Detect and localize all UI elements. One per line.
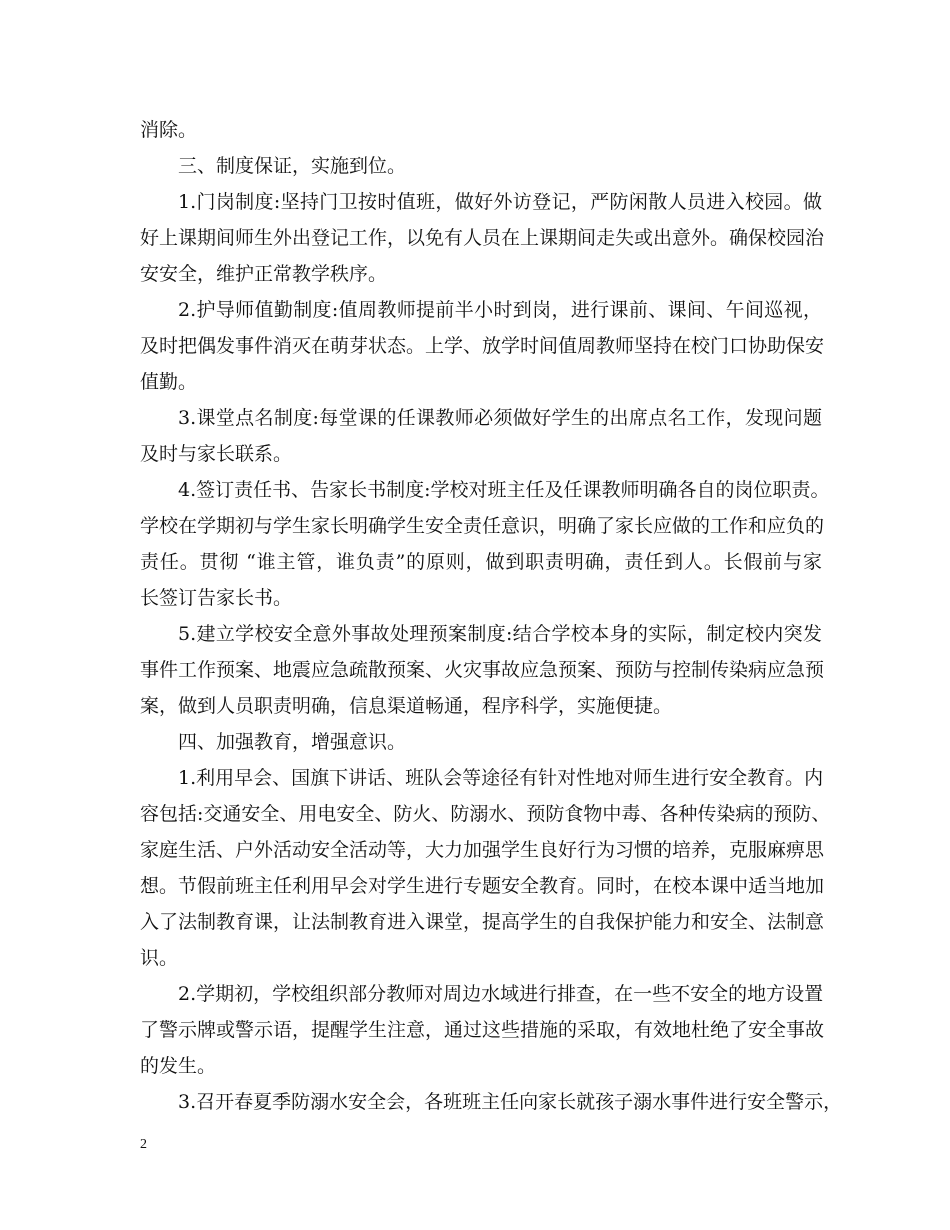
- text-line: 1.门岗制度:坚持门卫按时值班，做好外访登记，严防闲散人员进入校园。做: [178, 191, 822, 213]
- text-line: 3.召开春夏季防溺水安全会，各班班主任向家长就孩子溺水事件进行安全警示，: [178, 1091, 843, 1113]
- section-heading: 三、制度保证，实施到位。: [178, 155, 407, 177]
- text-line: 2.护导师值勤制度:值周教师提前半小时到岗，进行课前、课间、午间巡视，: [178, 299, 822, 321]
- document-body: [140, 112, 843, 1120]
- text-line: 2.学期初，学校组织部分教师对周边水域进行排查，在一些不安全的地方设置: [178, 983, 824, 1005]
- text-line: 事件工作预案、地震应急疏散预案、火灾事故应急预案、预防与控制传染病应急预: [140, 659, 825, 681]
- text-line: 消除。: [140, 119, 198, 141]
- text-line: 好上课期间师生外出登记工作，以免有人员在上课期间走失或出意外。确保校园治: [140, 227, 825, 249]
- text-line: 入了法制教育课，让法制教育进入课堂，提高学生的自我保护能力和安全、法制意: [140, 911, 825, 933]
- text-line: 家庭生活、户外活动安全活动等，大力加强学生良好行为习惯的培养，克服麻痹思: [140, 839, 825, 861]
- text-line: 学校在学期初与学生家长明确学生安全责任意识，明确了家长应做的工作和应负的: [140, 515, 825, 537]
- text-line: 1.利用早会、国旗下讲话、班队会等途径有针对性地对师生进行安全教育。内: [178, 767, 824, 789]
- text-line: 识。: [140, 947, 179, 969]
- text-line: 责任。贯彻 “谁主管，谁负责”的原则，做到职责明确，责任到人。长假前与家: [140, 551, 822, 573]
- text-line: 及时与家长联系。: [140, 443, 293, 465]
- text-line: 长签订告家长书。: [140, 587, 293, 609]
- text-line: 案，做到人员职责明确，信息渠道畅通，程序科学，实施便捷。: [140, 695, 673, 717]
- section-heading: 四、加强教育，增强意识。: [178, 731, 407, 753]
- text-line: 3.课堂点名制度:每堂课的任课教师必须做好学生的出席点名工作，发现问题: [178, 407, 822, 429]
- text-line: 值勤。: [140, 371, 198, 393]
- text-line: 了警示牌或警示语，提醒学生注意，通过这些措施的采取，有效地杜绝了安全事故: [140, 1019, 825, 1041]
- text-line: 容包括:交通安全、用电安全、防火、防溺水、预防食物中毒、各种传染病的预防、: [140, 803, 831, 825]
- text-line: 5.建立学校安全意外事故处理预案制度:结合学校本身的实际，制定校内突发: [178, 623, 822, 645]
- text-line: 安安全，维护正常教学秩序。: [140, 263, 388, 285]
- page-number: 2: [140, 1137, 147, 1152]
- text-line: 的发生。: [140, 1055, 217, 1077]
- text-line: 4.签订责任书、告家长书制度:学校对班主任及任课教师明确各自的岗位职责。: [178, 479, 830, 501]
- text-line: 及时把偶发事件消灭在萌芽状态。上学、放学时间值周教师坚持在校门口协助保安: [140, 335, 825, 357]
- text-line: 想。节假前班主任利用早会对学生进行专题安全教育。同时，在校本课中适当地加: [140, 875, 825, 897]
